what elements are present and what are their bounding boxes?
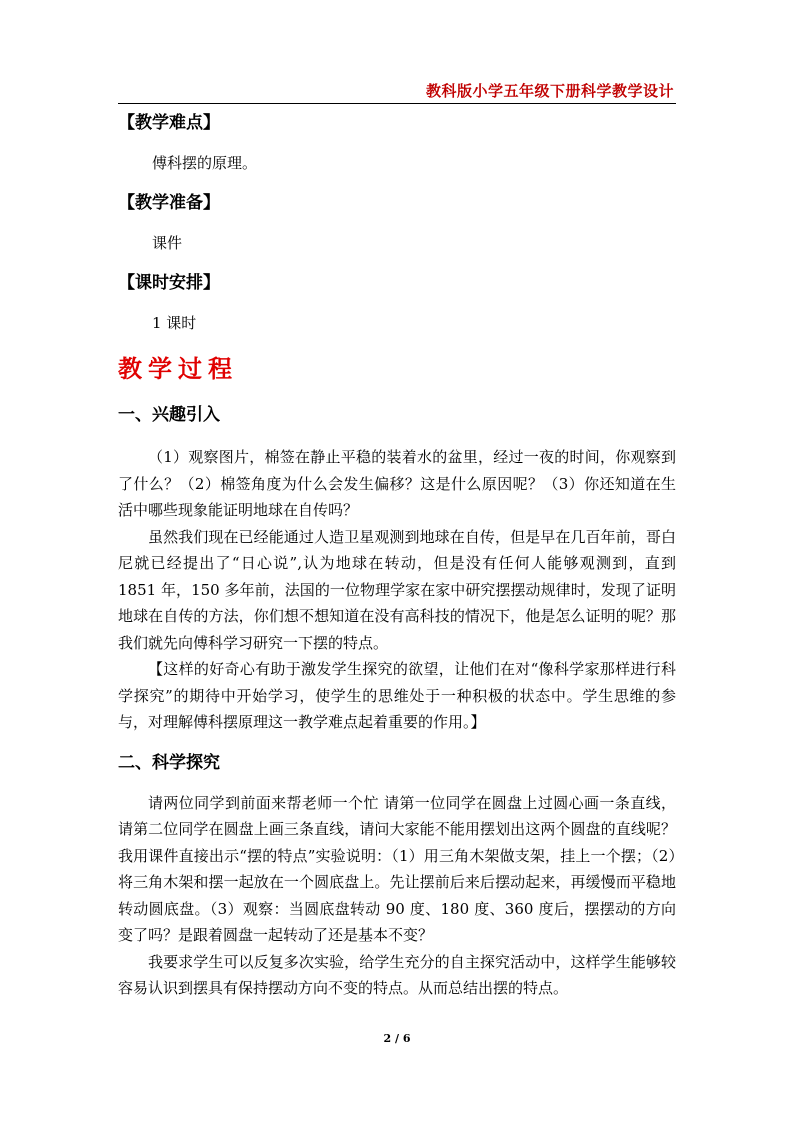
section-label-preparation: 【教学准备】 <box>118 193 220 213</box>
section-label-difficulty: 【教学难点】 <box>118 113 220 133</box>
part2-heading: 二、科学探究 <box>118 752 220 773</box>
header-divider <box>118 103 676 104</box>
part1-heading: 一、兴趣引入 <box>118 405 220 425</box>
part1-paragraph: 虽然我们现在已经能通过人造卫星观测到地球在自传，但是早在几百年前，哥白尼就已经提出了“日心说”,认为地球在转动，但是没有任何人能够观测到，直到 1851 年，150 多年前，法国的一位物理学家在家中研究摆摆动规律时，发现了证明地球在自传的方法，你们想不想知道在没有高科技的情况下，他是怎么证明的呢？那我们就先向傅科学习研究一下摆的特点。 <box>118 527 676 652</box>
part2-paragraph: 我要求学生可以反复多次实验，给学生充分的自主探究活动中，这样学生能够较容易认识到摆具有保持摆动方向不变的特点。从而总结出摆的特点。 <box>118 952 676 997</box>
section-label-schedule: 【课时安排】 <box>118 273 220 293</box>
section-text-preparation: 课件 <box>152 234 183 252</box>
part2-paragraph: 请两位同学到前面来帮老师一个忙 请第一位同学在圆盘上过圆心画一条直线，请第二位同学在圆盘上画三条直线，请问大家能不能用摆划出这两个圆盘的直线呢？我用课件直接出示“摆的特点”实验说明：（1）用三角木架做支架，挂上一个摆；（2）将三角木架和摆一起放在一个圆底盘上。先让摆前后来后摆动起来，再缓慢而平稳地转动圆底盘。（3）观察：当圆底盘转动 90 度、180 度、360 度后，摆摆动的方向变了吗？是跟着圆盘一起转动了还是基本不变？ <box>118 793 676 944</box>
page-header-title: 教科版小学五年级下册科学教学设计 <box>425 82 674 100</box>
process-title: 教学过程 <box>118 355 238 383</box>
section-text-difficulty: 傅科摆的原理。 <box>152 154 258 172</box>
page-content <box>118 108 676 1002</box>
part1-paragraph: 【这样的好奇心有助于激发学生探究的欲望，让他们在对“像科学家那样进行科学探究”的期待中开始学习，使学生的思维处于一种积极的状态中。学生思维的参与，对理解傅科摆原理这一教学难点起着重要的作用。】 <box>118 660 676 731</box>
page-number: 2 / 6 <box>383 1032 411 1045</box>
part1-paragraph: （1）观察图片，棉签在静止平稳的装着水的盆里，经过一夜的时间，你观察到了什么？（2）棉签角度为什么会发生偏移？这是什么原因呢？（3）你还知道在生活中哪些现象能证明地球在自传吗？ <box>118 448 676 519</box>
section-text-schedule: 1 课时 <box>152 314 197 332</box>
